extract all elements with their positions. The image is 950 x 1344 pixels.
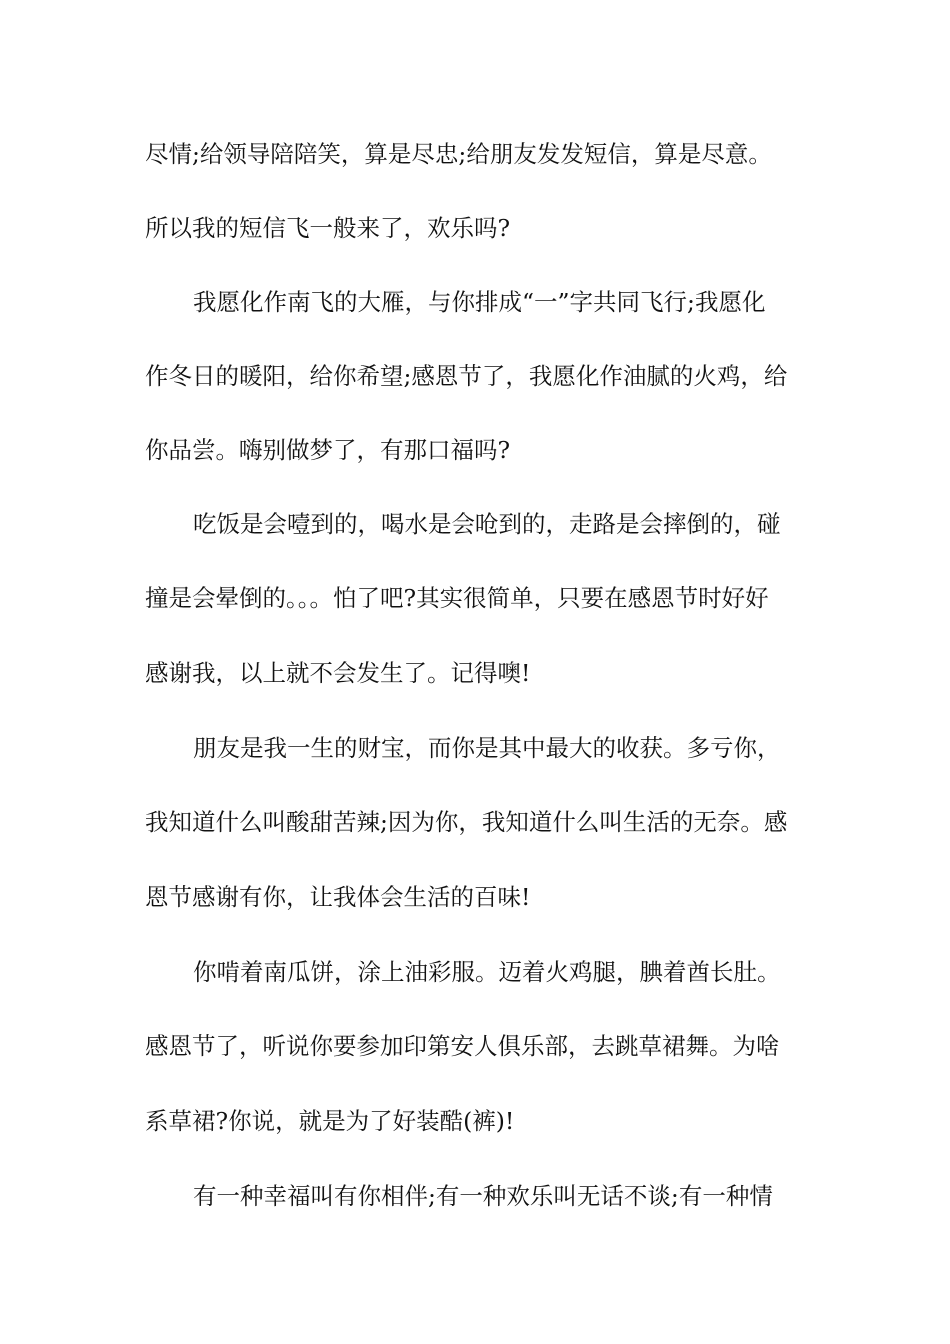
text-line: 作冬日的暖阳，给你希望;感恩节了，我愿化作油腻的火鸡，给 (145, 362, 788, 390)
text-line: 撞是会晕倒的。。。怕了吧?其实很简单，只要在感恩节时好好 (145, 584, 769, 612)
paragraph-first-line: 有一种幸福叫有你相伴;有一种欢乐叫无话不谈;有一种情 (193, 1182, 773, 1210)
paragraph-first-line: 你啃着南瓜饼，涂上油彩服。迈着火鸡腿，腆着酋长肚。 (193, 958, 781, 986)
paragraph-first-line: 我愿化作南飞的大雁，与你排成“一”字共同飞行;我愿化 (193, 288, 766, 316)
paragraph-first-line: 吃饭是会噎到的，喝水是会呛到的，走路是会摔倒的，碰 (193, 510, 781, 538)
text-line: 你品尝。嗨别做梦了，有那口福吗? (145, 436, 511, 464)
text-line: 所以我的短信飞一般来了，欢乐吗? (145, 214, 511, 242)
text-line: 我知道什么叫酸甜苦辣;因为你，我知道什么叫生活的无奈。感 (145, 808, 788, 836)
text-line: 感恩节了，听说你要参加印第安人俱乐部，去跳草裙舞。为啥 (145, 1032, 780, 1060)
text-line: 尽情;给领导陪陪笑，算是尽忠;给朋友发发短信，算是尽意。 (145, 140, 772, 168)
paragraph-first-line: 朋友是我一生的财宝，而你是其中最大的收获。多亏你， (193, 734, 781, 762)
text-line: 系草裙?你说，就是为了好装酷(裤)! (145, 1107, 515, 1135)
text-line: 恩节感谢有你，让我体会生活的百味! (145, 883, 531, 911)
text-line: 感谢我，以上就不会发生了。记得噢! (145, 659, 531, 687)
